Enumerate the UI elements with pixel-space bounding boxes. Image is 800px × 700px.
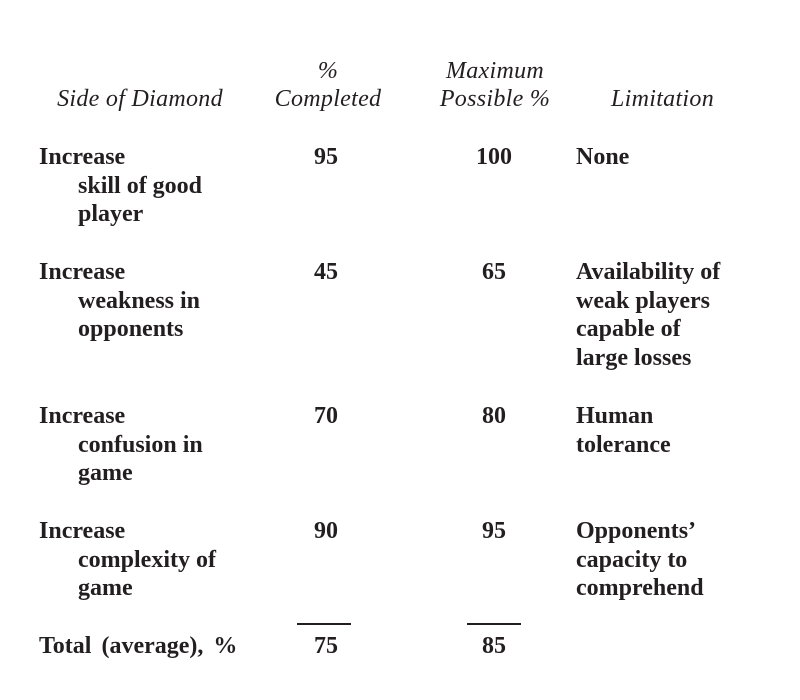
row-1-completed: 95 bbox=[314, 144, 338, 170]
completed-total-rule bbox=[297, 623, 351, 625]
header-maximum-possible bbox=[420, 57, 570, 113]
row-2-limitation: Availability of weak players capable of large losses bbox=[576, 259, 721, 372]
header-limitation: Limitation bbox=[610, 86, 715, 112]
row-3-maximum: 80 bbox=[482, 403, 506, 429]
row-3-limitation: Human tolerance bbox=[576, 403, 671, 458]
row-1-limitation: None bbox=[576, 144, 630, 170]
row-4-side: Increase complexity of game bbox=[39, 518, 216, 602]
header-percent-completed-line2: Completed bbox=[274, 86, 382, 112]
header-percent-completed-line1: % bbox=[317, 58, 339, 84]
header-percent-completed bbox=[258, 57, 398, 113]
total-completed: 75 bbox=[314, 633, 338, 659]
total-maximum: 85 bbox=[482, 633, 506, 659]
header-maximum-possible-line1: Maximum bbox=[445, 58, 545, 84]
row-3-completed: 70 bbox=[314, 403, 338, 429]
row-2-side: Increase weakness in opponents bbox=[39, 259, 201, 343]
row-4-completed: 90 bbox=[314, 518, 338, 544]
header-side-of-diamond: Side of Diamond bbox=[57, 86, 223, 112]
row-2-maximum: 65 bbox=[482, 259, 506, 285]
row-1-maximum: 100 bbox=[476, 144, 512, 170]
total-label: Total (average), % bbox=[39, 633, 238, 659]
row-2-completed: 45 bbox=[314, 259, 338, 285]
row-4-maximum: 95 bbox=[482, 518, 506, 544]
maximum-total-rule bbox=[467, 623, 521, 625]
row-1-side: Increase skill of good player bbox=[39, 144, 203, 228]
row-3-side: Increase confusion in game bbox=[39, 403, 203, 487]
header-maximum-possible-line2: Possible % bbox=[439, 86, 551, 112]
row-4-limitation: Opponents’ capacity to comprehend bbox=[576, 518, 704, 602]
